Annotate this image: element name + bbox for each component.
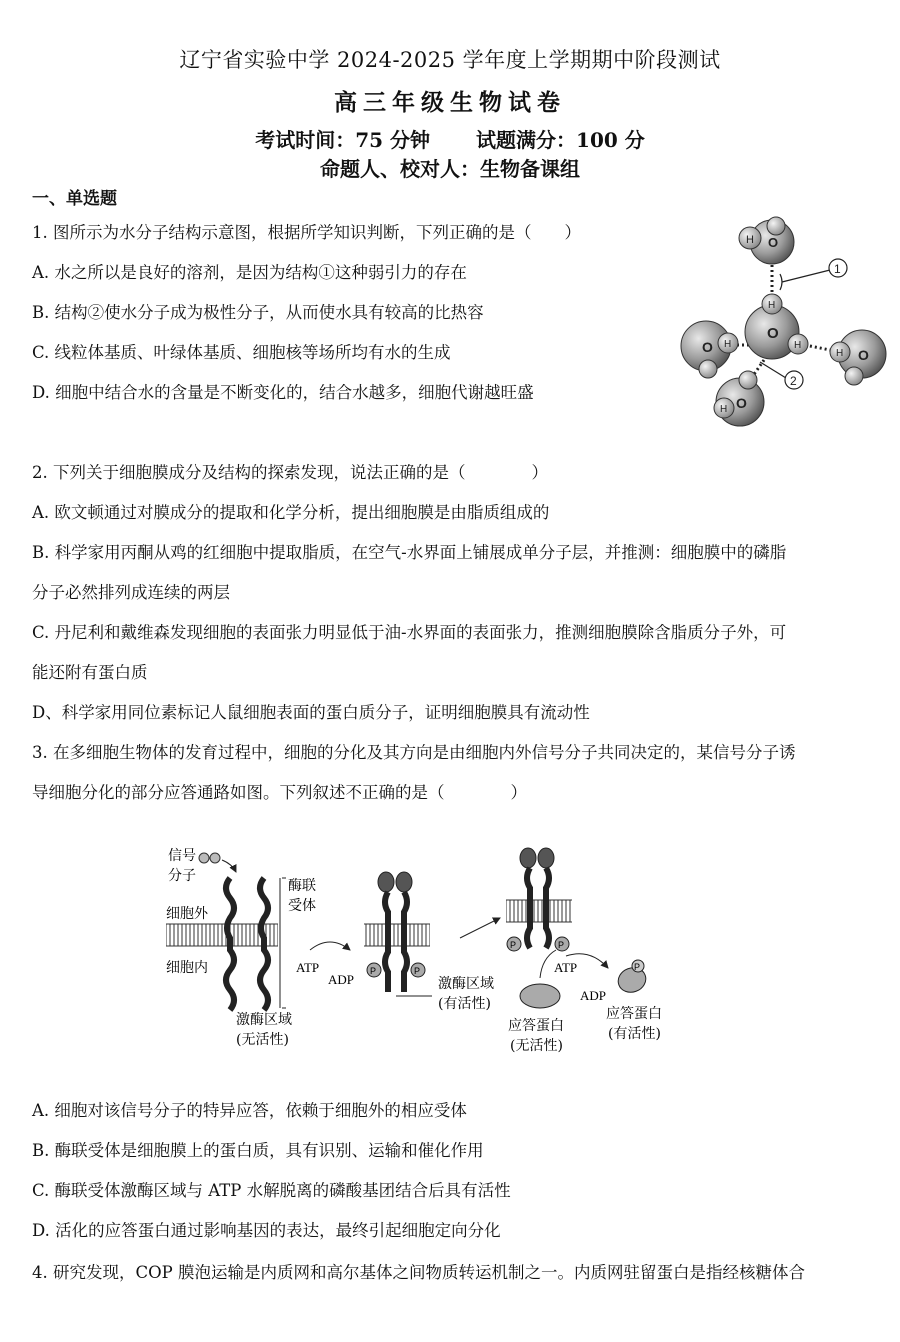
q3-stem-line1: 3. 在多细胞生物体的发育过程中，细胞的分化及其方向是由细胞内外信号分子共同决定的，某信号分子诱 [32, 743, 796, 762]
q2-option-b-line2[interactable]: 分子必然排列成连续的两层 [32, 583, 230, 602]
svg-text:1: 1 [834, 262, 841, 276]
svg-text:酶联: 酶联 [288, 878, 316, 894]
svg-text:O: O [736, 395, 747, 411]
q3-stem-line2: 导细胞分化的部分应答通路如图。下列叙述不正确的是（ ） [32, 783, 527, 802]
receptor-pathway-figure [160, 838, 680, 1058]
svg-text:分子: 分子 [168, 868, 196, 884]
svg-text:ATP: ATP [554, 960, 578, 975]
q3-option-b[interactable]: B. 酶联受体是细胞膜上的蛋白质，具有识别、运输和催化作用 [32, 1141, 484, 1160]
section-heading: 一、单选题 [32, 189, 117, 209]
q1-stem: 1. 图所示为水分子结构示意图，根据所学知识判断，下列正确的是（ ） [32, 223, 581, 242]
svg-text:P: P [414, 966, 421, 976]
svg-text:应答蛋白: 应答蛋白 [508, 1018, 564, 1034]
svg-text:细胞外: 细胞外 [166, 906, 208, 922]
full-score: 试题满分：100 分 [476, 128, 645, 152]
svg-text:2: 2 [790, 374, 797, 388]
exam-time: 考试时间：75 分钟 [255, 128, 431, 152]
q2-option-c-line1[interactable]: C. 丹尼利和戴维森发现细胞的表面张力明显低于油-水界面的表面张力，推测细胞膜除含脂质分子外，可 [32, 623, 787, 642]
svg-text:激酶区域: 激酶区域 [438, 976, 494, 992]
q2-option-b-line1[interactable]: B. 科学家用丙酮从鸡的红细胞中提取脂质，在空气-水界面上铺展成单分子层，并推测：细胞膜中的磷脂 [32, 543, 787, 562]
q2-option-d[interactable]: D、科学家用同位素标记人鼠细胞表面的蛋白质分子，证明细胞膜具有流动性 [32, 703, 590, 722]
svg-text:H: H [724, 339, 732, 350]
svg-text:(有活性): (有活性) [438, 996, 491, 1012]
svg-text:(无活性): (无活性) [236, 1032, 289, 1048]
svg-text:H: H [836, 348, 844, 359]
q2-option-c-line2[interactable]: 能还附有蛋白质 [32, 663, 148, 682]
svg-text:(有活性): (有活性) [608, 1026, 661, 1042]
svg-text:(无活性): (无活性) [510, 1038, 563, 1054]
q1-option-a[interactable]: A. 水之所以是良好的溶剂，是因为结构①这种弱引力的存在 [32, 263, 467, 282]
authors: 命题人、校对人：生物备课组 [320, 157, 580, 181]
svg-text:O: O [702, 339, 713, 355]
q1-option-d[interactable]: D. 细胞中结合水的含量是不断变化的，结合水越多，细胞代谢越旺盛 [32, 383, 534, 402]
svg-text:应答蛋白: 应答蛋白 [606, 1006, 662, 1022]
q3-option-a[interactable]: A. 细胞对该信号分子的特异应答，依赖于细胞外的相应受体 [32, 1101, 467, 1120]
svg-text:P: P [558, 940, 565, 950]
q3-option-d[interactable]: D. 活化的应答蛋白通过影响基因的表达，最终引起细胞定向分化 [32, 1221, 501, 1240]
school-title: 辽宁省实验中学 2024-2025 学年度上学期期中阶段测试 [179, 48, 721, 72]
svg-text:H: H [746, 234, 754, 246]
paper-title: 高三年级生物试卷 [334, 89, 566, 116]
svg-text:ADP: ADP [580, 988, 607, 1003]
svg-text:受体: 受体 [288, 898, 316, 914]
exam-info [0, 124, 900, 153]
q3-option-c[interactable]: C. 酶联受体激酶区域与 ATP 水解脱离的磷酸基团结合后具有活性 [32, 1181, 511, 1200]
svg-text:P: P [510, 940, 517, 950]
svg-text:H: H [720, 404, 728, 415]
svg-text:ATP: ATP [296, 960, 320, 975]
svg-text:P: P [634, 962, 641, 972]
svg-text:H: H [768, 300, 776, 311]
q2-option-a[interactable]: A. 欧文顿通过对膜成分的提取和化学分析，提出细胞膜是由脂质组成的 [32, 503, 550, 522]
water-molecule-figure [672, 212, 898, 434]
svg-text:O: O [858, 347, 869, 363]
svg-text:P: P [370, 966, 377, 976]
svg-text:激酶区域: 激酶区域 [236, 1012, 292, 1028]
q2-stem: 2. 下列关于细胞膜成分及结构的探索发现，说法正确的是（ ） [32, 463, 548, 482]
svg-text:信号: 信号 [168, 848, 196, 864]
svg-text:细胞内: 细胞内 [166, 960, 208, 976]
q4-stem-line1: 4. 研究发现，COP 膜泡运输是内质网和高尔基体之间物质转运机制之一。内质网驻留蛋白是指经核糖体合 [32, 1263, 805, 1282]
svg-text:H: H [794, 340, 802, 351]
q1-option-b[interactable]: B. 结构②使水分子成为极性分子，从而使水具有较高的比热容 [32, 303, 484, 322]
q1-option-c[interactable]: C. 线粒体基质、叶绿体基质、细胞核等场所均有水的生成 [32, 343, 451, 362]
svg-text:O: O [768, 235, 779, 250]
svg-text:ADP: ADP [328, 972, 355, 987]
svg-text:O: O [767, 325, 779, 342]
